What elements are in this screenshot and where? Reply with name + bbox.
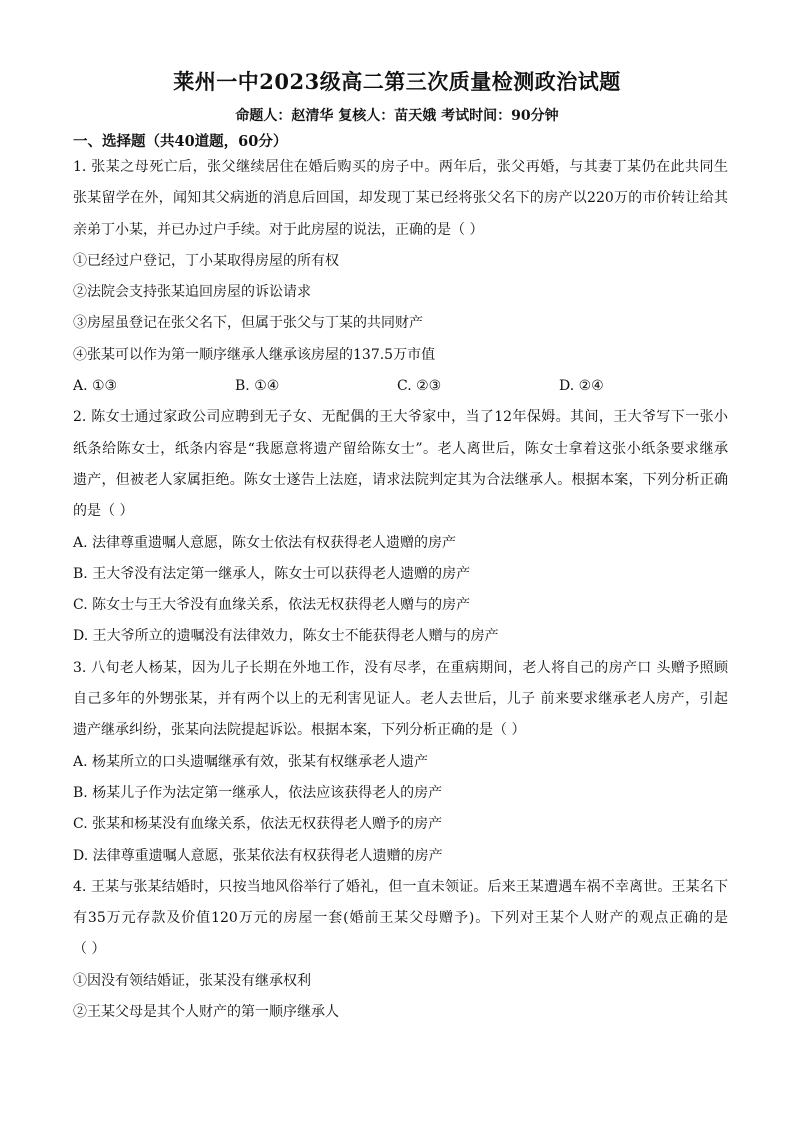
- question-3-option-a[interactable]: A. 杨某所立的口头遗嘱继承有效，张某有权继承老人遗产: [73, 753, 429, 770]
- question-4-statement-2: ②王某父母是其个人财产的第一顺序继承人: [73, 1004, 339, 1021]
- question-1-statement-3: ③房屋虽登记在张父名下，但属于张父与丁某的共同财产: [73, 315, 423, 332]
- question-4-line-3: （ ）: [73, 941, 106, 958]
- question-1-line-2: 张某留学在外，闻知其父病逝的消息后回国，却发现丁某已经将张父名下的房产以220万的市价转让给其: [73, 190, 728, 207]
- question-1-option-b[interactable]: B. ①④: [235, 378, 280, 395]
- question-2-option-c[interactable]: C. 陈女士与王大爷没有血缘关系，依法无权获得老人赠与的房产: [73, 597, 471, 614]
- question-4-line-2: 有35万元存款及价值120万元的房屋一套(婚前王某父母赠予)。下列对王某个人财产的观点正确的是: [73, 910, 728, 927]
- question-2-line-4: 的是（ ）: [73, 503, 134, 520]
- question-3-option-c[interactable]: C. 张某和杨某没有血缘关系，依法无权获得老人赠予的房产: [73, 816, 443, 833]
- question-list: [73, 152, 728, 1028]
- page-title: 莱州一中2023级高二第三次质量检测政治试题: [173, 69, 621, 94]
- question-2-option-d[interactable]: D. 王大爷所立的遗嘱没有法律效力，陈女士不能获得老人赠与的房产: [73, 628, 499, 645]
- question-1-line-3: 亲弟丁小某，并已办过户手续。对于此房屋的说法，正确的是（ ）: [73, 221, 484, 238]
- question-3-line-3: 遗产继承纠纷，张某向法院提起诉讼。根据本案，下列分析正确的是（ ）: [73, 722, 526, 739]
- question-1-statement-2: ②法院会支持张某追回房屋的诉讼请求: [73, 284, 311, 301]
- question-4-statement-1: ①因没有领结婚证，张某没有继承权利: [73, 972, 311, 989]
- question-2-line-2: 纸条给陈女士，纸条内容是“我愿意将遗产留给陈女士”。老人离世后，陈女士拿着这张小纸条要求继承: [73, 440, 728, 457]
- exam-info: 命题人：赵清华 复核人：苗天娥 考试时间：90分钟: [235, 108, 559, 124]
- question-2-option-b[interactable]: B. 王大爷没有法定第一继承人，陈女士可以获得老人遗赠的房产: [73, 565, 471, 582]
- question-2-line-1: 2. 陈女士通过家政公司应聘到无子女、无配偶的王大爷家中，当了12年保姆。其间，王大爷写下一张小: [73, 409, 728, 426]
- question-1-line-1: 1. 张某之母死亡后，张父继续居住在婚后购买的房子中。两年后，张父再婚，与其妻丁某仍在此共同生: [73, 159, 728, 175]
- question-1-statement-4: ④张某可以作为第一顺序继承人继承该房屋的137.5万市值: [73, 346, 436, 363]
- question-4-line-1: 4. 王某与张某结婚时，只按当地风俗举行了婚礼，但一直未领证。后来王某遭遇车祸不幸离世。王某名下: [73, 878, 728, 895]
- section-heading: 一、选择题（共40道题，60分）: [73, 133, 288, 150]
- question-2-option-a[interactable]: A. 法律尊重遗嘱人意愿，陈女士依法有权获得老人遗赠的房产: [73, 534, 457, 551]
- question-3-option-d[interactable]: D. 法律尊重遗嘱人意愿，张某依法有权获得老人遗赠的房产: [73, 847, 443, 864]
- question-1-options: [73, 371, 728, 402]
- question-2-line-3: 遗产，但被老人家属拒绝。陈女士遂告上法庭，请求法院判定其为合法继承人。根据本案，下列分析正确: [73, 471, 728, 488]
- question-1-option-a[interactable]: A. ①③: [73, 378, 118, 395]
- question-1-option-c[interactable]: C. ②③: [397, 378, 442, 395]
- question-3-option-b[interactable]: B. 杨某儿子作为法定第一继承人，依法应该获得老人的房产: [73, 784, 443, 801]
- question-1-option-d[interactable]: D. ②④: [559, 378, 604, 395]
- question-3-line-1: 3. 八旬老人杨某，因为儿子长期在外地工作，没有尽孝，在重病期间，老人将自己的房产口 头赠予照顾: [73, 659, 728, 676]
- question-3-line-2: 自己多年的外甥张某，并有两个以上的无利害见证人。老人去世后，儿子 前来要求继承老人房产，引起: [73, 691, 728, 708]
- question-1-statement-1: ①已经过户登记，丁小某取得房屋的所有权: [73, 252, 339, 269]
